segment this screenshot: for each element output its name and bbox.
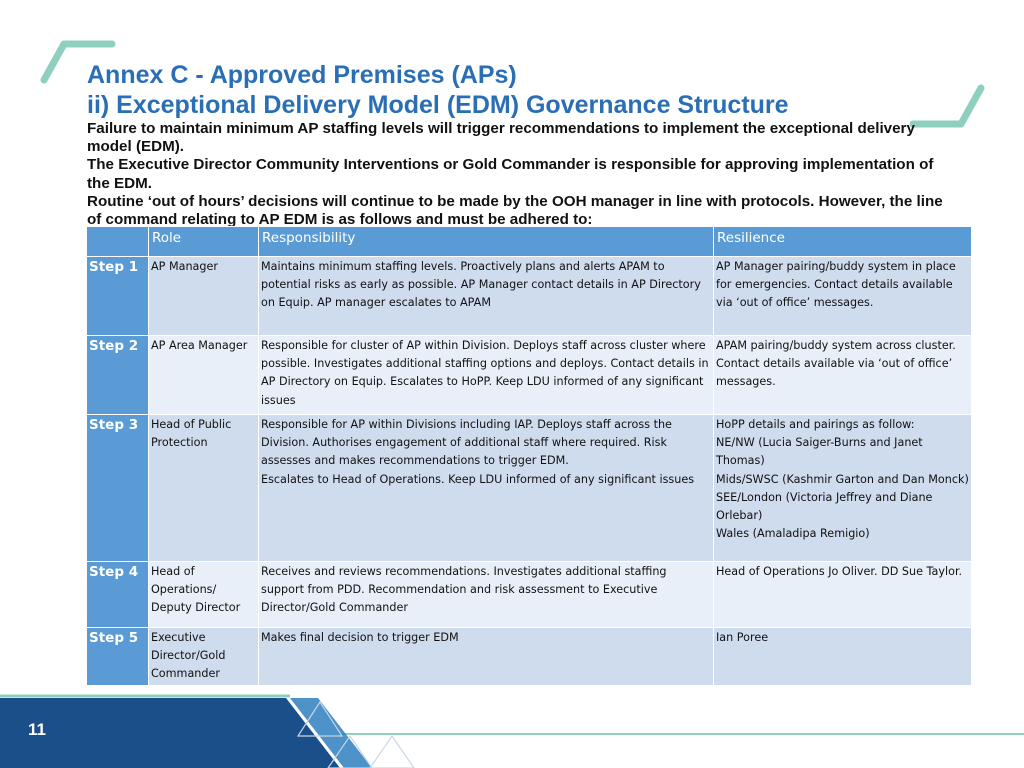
role-cell: AP Manager xyxy=(149,257,259,336)
resilience-cell: HoPP details and pairings as follow: NE/NW (Lucia Saiger-Burns and Janet Thomas) Mids/SWSC (Kashmir Garton and Dan Monck) SEE/London (Victoria Jeffrey and Diane Orlebar) Wales (Amaladipa Remigio) xyxy=(714,415,972,562)
table-row xyxy=(87,336,972,415)
responsibility-cell: Receives and reviews recommendations. Investigates additional staffing support from PDD. Recommendation and risk assessment to Executive Director/Gold Commander xyxy=(259,562,714,628)
responsibility-cell: Responsible for cluster of AP within Division. Deploys staff across cluster where possible. Investigates additional staffing options and deploys. Contact details in AP Directory on Equip. Escalates to HoPP. Keep LDU informed of any significant issues xyxy=(259,336,714,415)
step-label: Step 5 xyxy=(87,628,149,686)
table-row xyxy=(87,628,972,686)
page-title xyxy=(87,60,987,120)
resilience-cell: Head of Operations Jo Oliver. DD Sue Taylor. xyxy=(714,562,972,628)
table-header-row xyxy=(87,227,972,257)
resilience-cell: Ian Poree xyxy=(714,628,972,686)
intro-paragraph: Routine ‘out of hours’ decisions will continue to be made by the OOH manager in line with protocols. However, the line of command relating to AP EDM is as follows and must be adhered to: xyxy=(87,192,943,227)
step-label: Step 1 xyxy=(87,257,149,336)
resilience-cell: APAM pairing/buddy system across cluster. Contact details available via ‘out of office’ messages. xyxy=(714,336,972,415)
step-label: Step 3 xyxy=(87,415,149,562)
title-line-2: ii) Exceptional Delivery Model (EDM) Governance Structure xyxy=(87,91,789,119)
resilience-cell: AP Manager pairing/buddy system in place for emergencies. Contact details available via ‘out of office’ messages. xyxy=(714,257,972,336)
role-cell: Executive Director/Gold Commander xyxy=(149,628,259,686)
table-row xyxy=(87,562,972,628)
header-resilience: Resilience xyxy=(714,227,972,257)
responsibility-cell: Maintains minimum staffing levels. Proactively plans and alerts APAM to potential risks as early as possible. AP Manager contact details in AP Directory on Equip. AP manager escalates to APAM xyxy=(259,257,714,336)
footer-band-decoration xyxy=(0,690,1024,768)
governance-table xyxy=(86,226,972,686)
role-cell: Head of Operations/ Deputy Director xyxy=(149,562,259,628)
header-step xyxy=(87,227,149,257)
table-row xyxy=(87,257,972,336)
step-label: Step 2 xyxy=(87,336,149,415)
intro-text xyxy=(87,120,947,227)
responsibility-cell: Responsible for AP within Divisions including IAP. Deploys staff across the Division. Authorises engagement of additional staff where required. Risk assesses and makes recommendations to trigger EDM. Escalates to Head of Operations. Keep LDU informed of any significant issues xyxy=(259,415,714,562)
header-responsibility: Responsibility xyxy=(259,227,714,257)
table-row xyxy=(87,415,972,562)
role-cell: AP Area Manager xyxy=(149,336,259,415)
page-number: 11 xyxy=(28,720,46,739)
title-line-1: Annex C - Approved Premises (APs) xyxy=(87,61,517,89)
intro-paragraph: Failure to maintain minimum AP staffing levels will trigger recommendations to implement the exceptional delivery model (EDM). xyxy=(87,120,915,156)
header-role: Role xyxy=(149,227,259,257)
responsibility-cell: Makes final decision to trigger EDM xyxy=(259,628,714,686)
intro-paragraph: The Executive Director Community Interventions or Gold Commander is responsible for approving implementation of the EDM. xyxy=(87,156,934,192)
step-label: Step 4 xyxy=(87,562,149,628)
role-cell: Head of Public Protection xyxy=(149,415,259,562)
